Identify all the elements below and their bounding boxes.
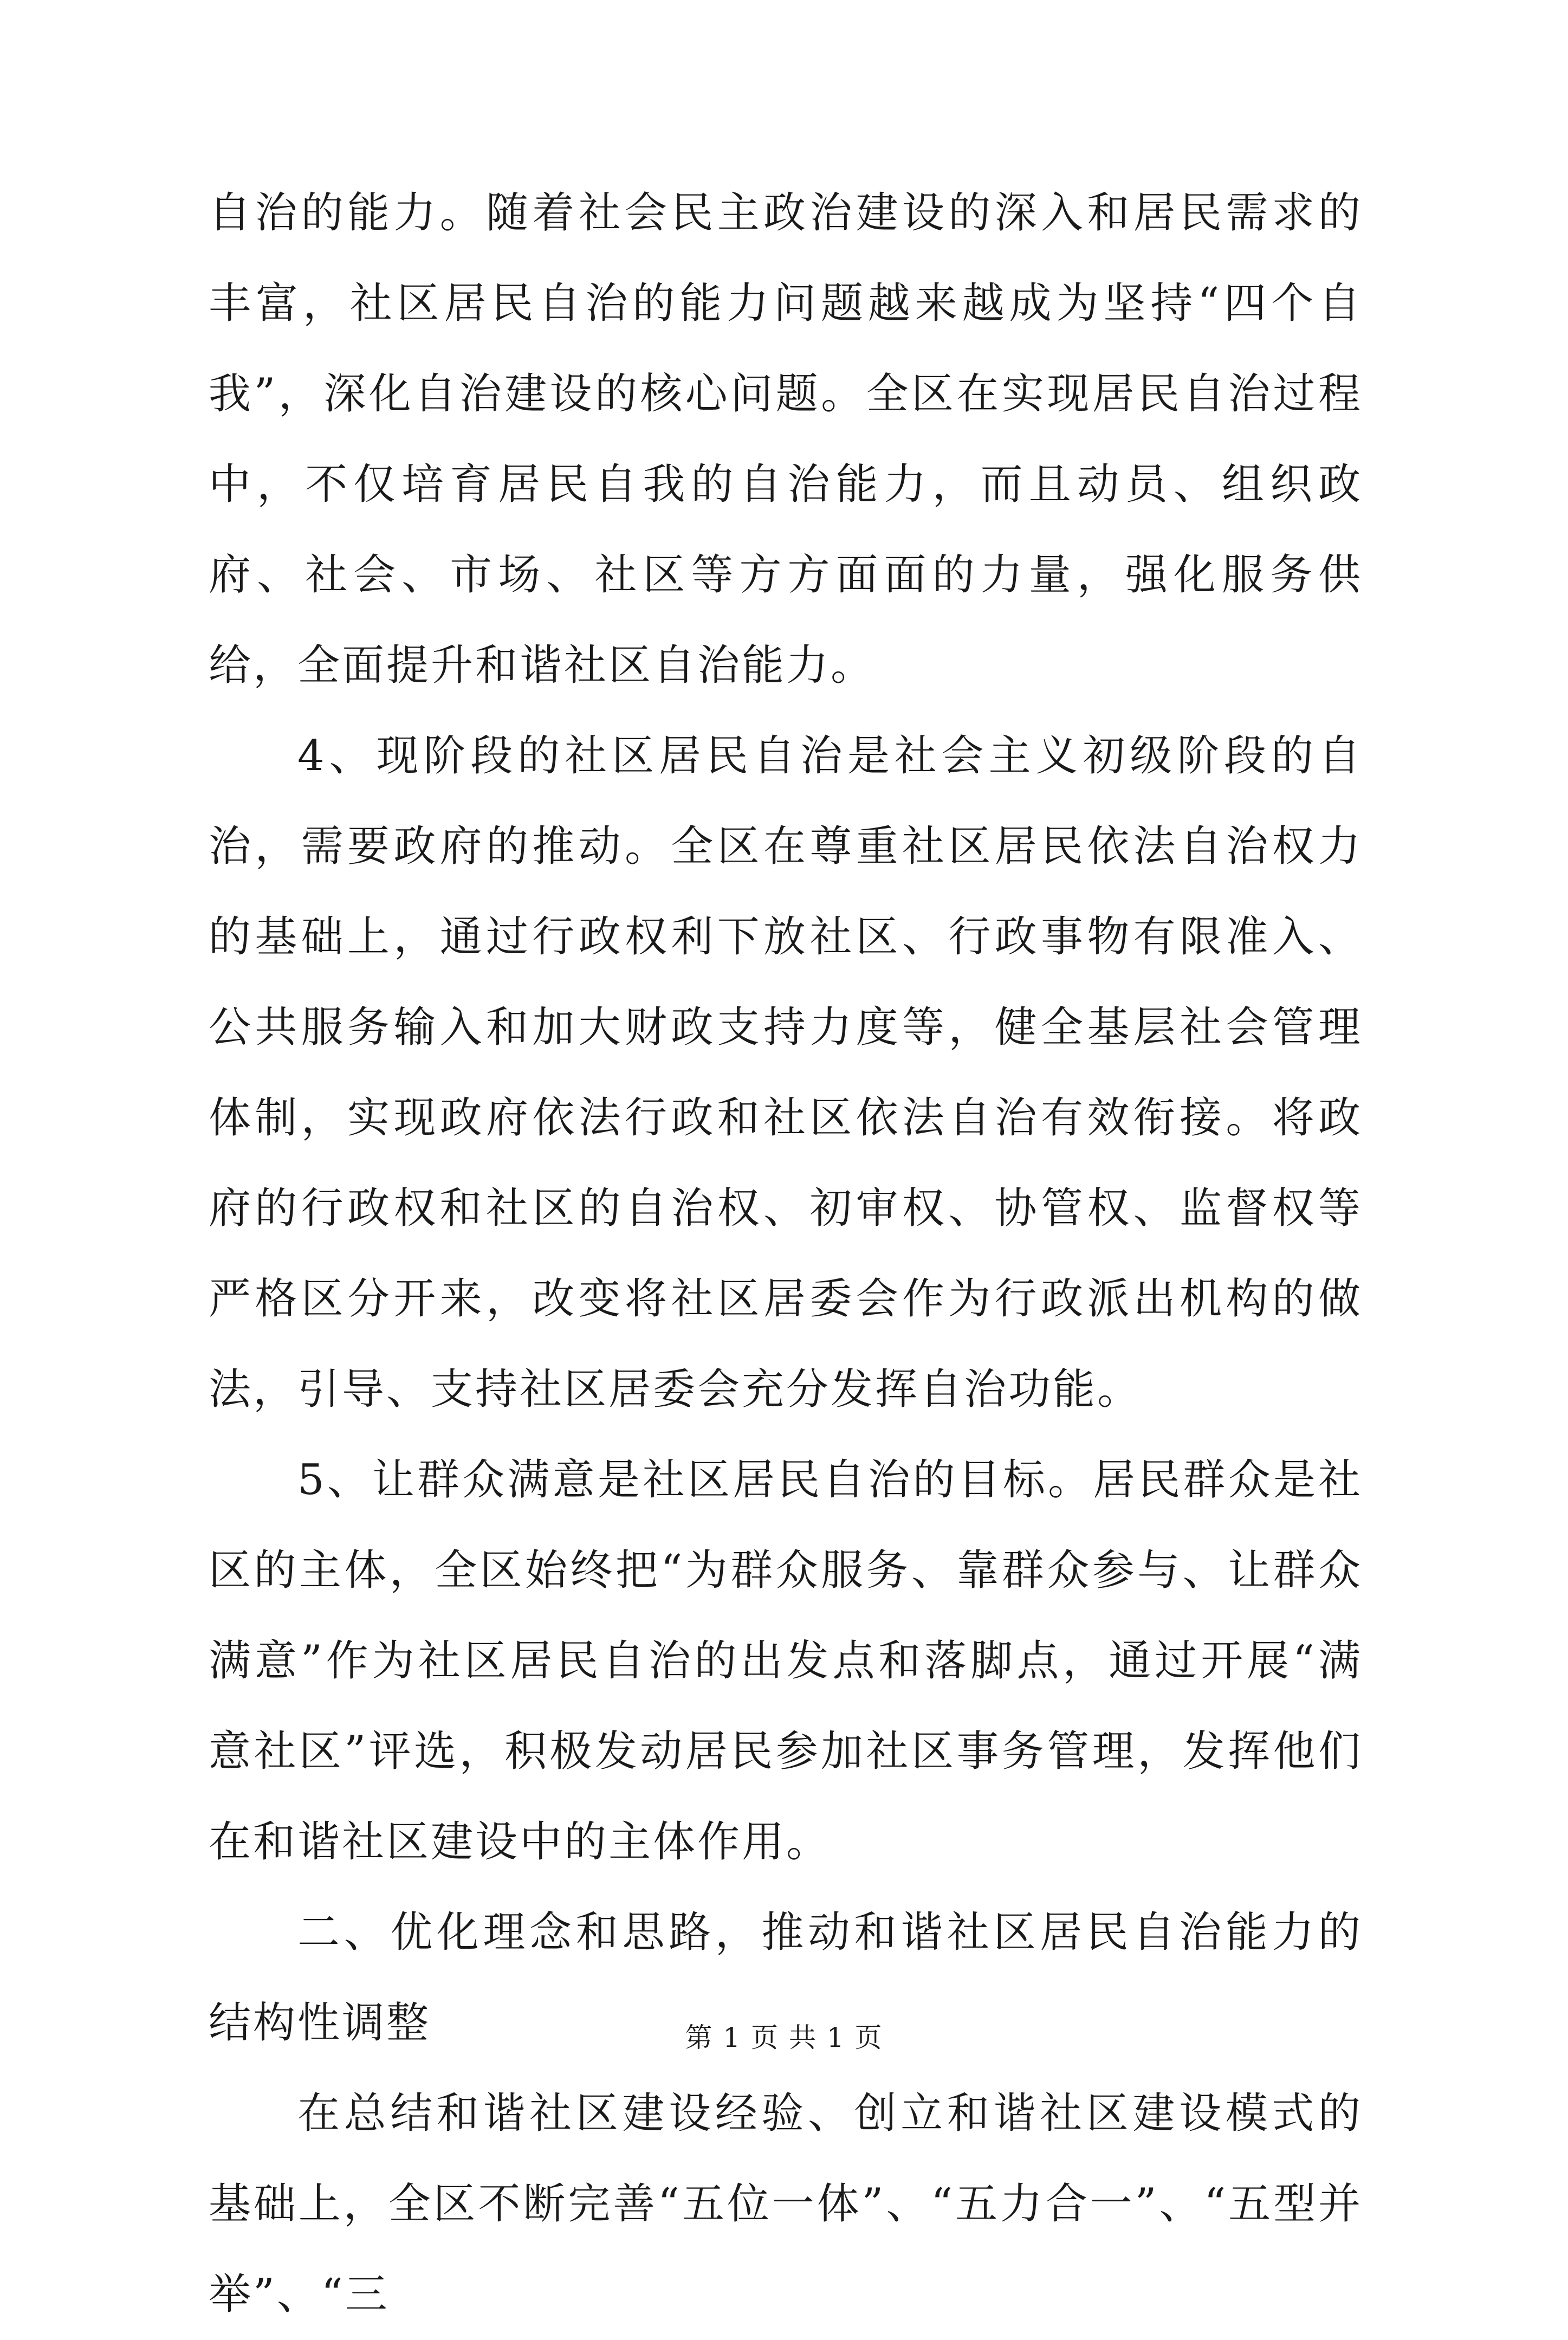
document-body bbox=[209, 168, 1363, 2340]
page-footer: 第 1 页 共 1 页 bbox=[685, 2022, 883, 2053]
paragraph-4: 在总结和谐社区建设经验、创立和谐社区建设模式的基础上，全区不断完善“五位一体”、“五力合一”、“五型并举”、“三 bbox=[209, 2089, 1363, 2319]
paragraph-2: 4、现阶段的社区居民自治是社会主义初级阶段的自治，需要政府的推动。全区在尊重社区居民依法自治权力的基础上，通过行政权利下放社区、行政事物有限准入、公共服务输入和加大财政支持力度等，健全基层社会管理体制，实现政府依法行政和社区依法自治有效衔接。将政府的行政权和社区的自治权、初审权、协管权、监督权等严格区分开来，改变将社区居委会作为行政派出机构的做法，引导、支持社区居委会充分发挥自治功能。 bbox=[209, 732, 1363, 1414]
section-heading: 二、优化理念和思路，推动和谐社区居民自治能力的结构性调整 bbox=[209, 1908, 1363, 2047]
paragraph-3: 5、让群众满意是社区居民自治的目标。居民群众是社区的主体，全区始终把“为群众服务、靠群众参与、让群众满意”作为社区居民自治的出发点和落脚点，通过开展“满意社区”评选，积极发动居民参加社区事务管理，发挥他们在和谐社区建设中的主体作用。 bbox=[209, 1456, 1363, 1866]
paragraph-1: 自治的能力。随着社会民主政治建设的深入和居民需求的丰富，社区居民自治的能力问题越来越成为坚持“四个自我”，深化自治建设的核心问题。全区在实现居民自治过程中，不仅培育居民自我的自治能力，而且动员、组织政府、社会、市场、社区等方方面面的力量，强化服务供给，全面提升和谐社区自治能力。 bbox=[209, 189, 1363, 690]
